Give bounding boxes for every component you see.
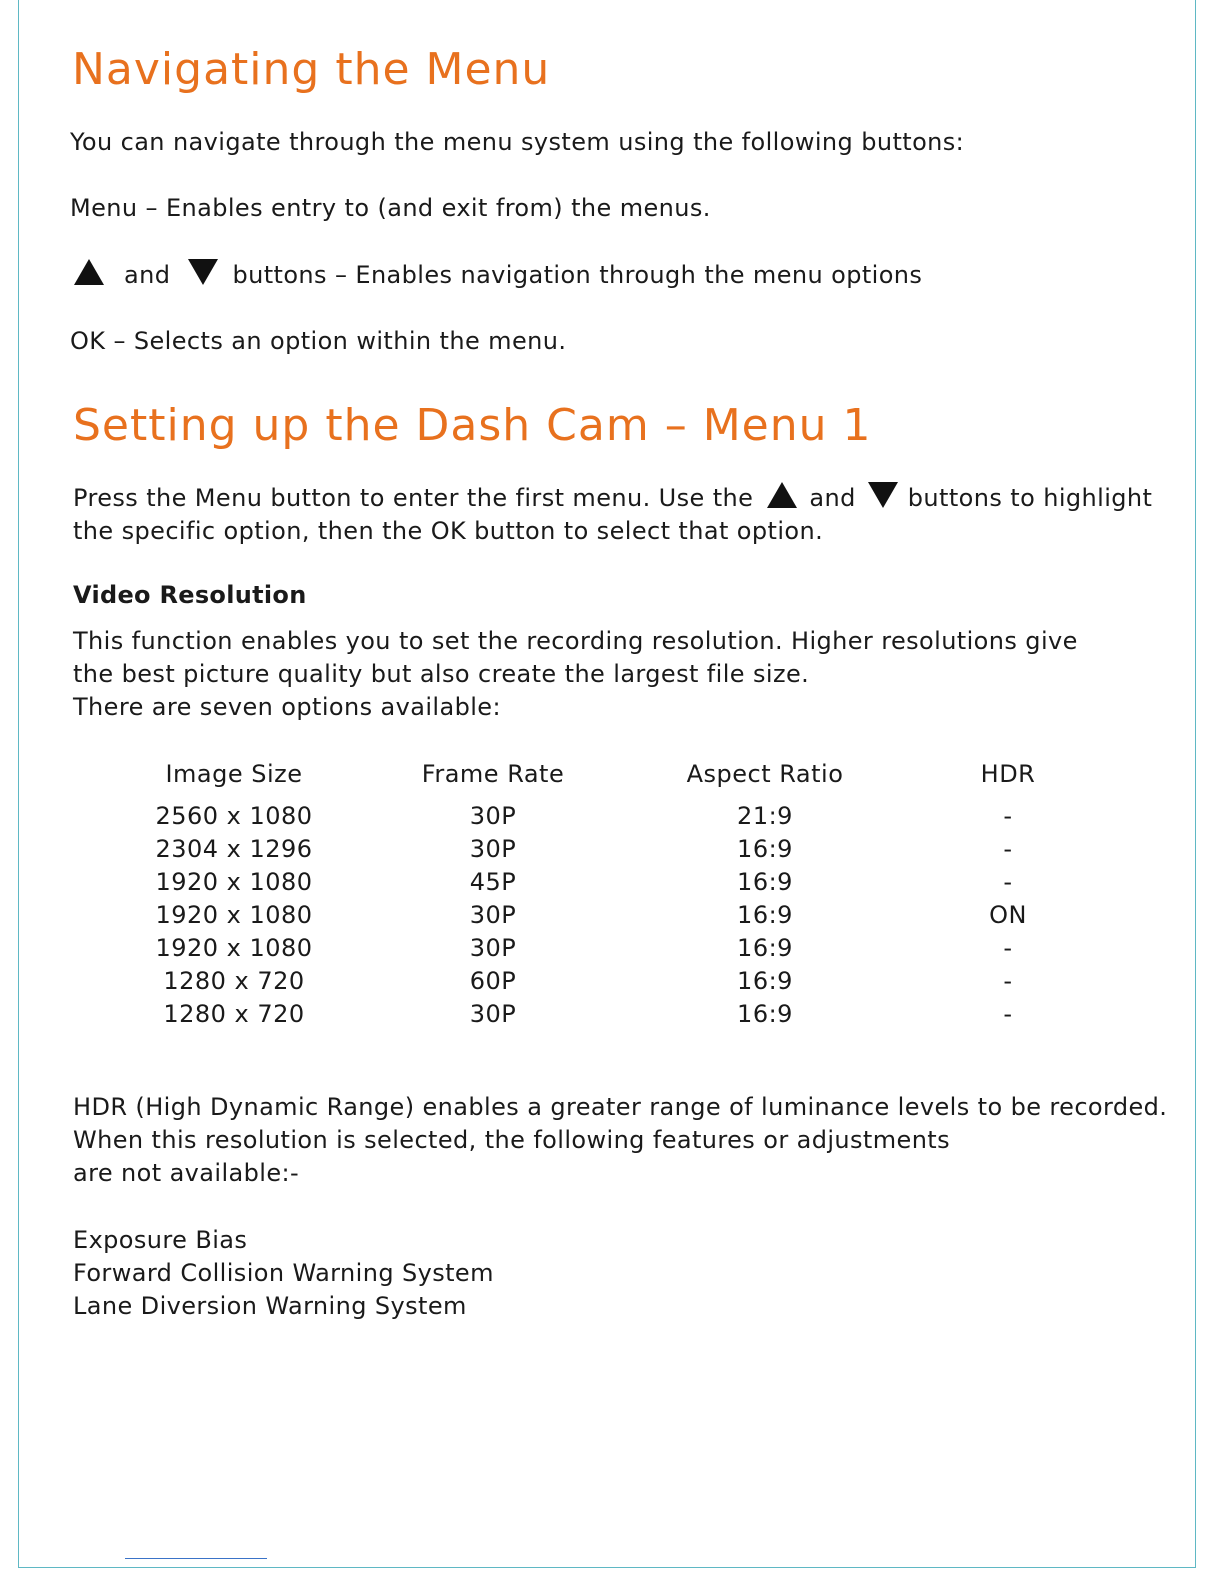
table-header-row — [100, 755, 1104, 799]
nav-buttons-text: buttons – Enables navigation through the menu options — [232, 261, 923, 289]
cell-aspect-ratio: 16:9 — [737, 867, 793, 896]
cell-aspect-ratio: 16:9 — [737, 834, 793, 863]
menu-button-description: Menu – Enables entry to (and exit from) the menus. — [70, 194, 711, 222]
table-row — [100, 832, 1104, 865]
hdr-note-line1: HDR (High Dynamic Range) enables a greater range of luminance levels to be recorded. — [73, 1093, 1168, 1121]
section-title-navigating: Navigating the Menu — [72, 44, 551, 95]
table-row — [100, 898, 1104, 931]
unavailable-feature-item: Lane Diversion Warning System — [73, 1292, 467, 1320]
footer-rule — [125, 1558, 267, 1559]
header-aspect-ratio: Aspect Ratio — [686, 760, 844, 788]
cell-aspect-ratio: 16:9 — [737, 900, 793, 929]
cell-aspect-ratio: 21:9 — [737, 801, 793, 830]
resolution-table — [100, 755, 1104, 1030]
setup-instructions-line1 — [73, 482, 1152, 515]
cell-hdr: - — [1003, 933, 1013, 962]
cell-frame-rate: 30P — [469, 801, 517, 830]
cell-frame-rate: 45P — [469, 867, 517, 896]
nav-and-text: and — [124, 261, 171, 289]
cell-image-size: 1920 x 1080 — [155, 867, 313, 896]
table-row — [100, 931, 1104, 964]
section-title-setup-menu: Setting up the Dash Cam – Menu 1 — [73, 400, 872, 451]
nav-intro-text: You can navigate through the menu system using the following buttons: — [70, 128, 965, 156]
cell-image-size: 1280 x 720 — [163, 966, 305, 995]
header-image-size: Image Size — [165, 760, 303, 788]
header-frame-rate: Frame Rate — [421, 760, 565, 788]
cell-frame-rate: 30P — [469, 834, 517, 863]
table-row — [100, 799, 1104, 832]
cell-image-size: 1280 x 720 — [163, 999, 305, 1028]
cell-frame-rate: 30P — [469, 999, 517, 1028]
nav-buttons-description — [74, 259, 922, 292]
cell-aspect-ratio: 16:9 — [737, 999, 793, 1028]
video-resolution-desc-line1: This function enables you to set the recording resolution. Higher resolutions give — [73, 627, 1078, 655]
cell-image-size: 1920 x 1080 — [155, 933, 313, 962]
header-hdr: HDR — [980, 760, 1036, 788]
setup-and-text: and — [809, 484, 856, 512]
cell-hdr: ON — [989, 900, 1027, 929]
cell-image-size: 2304 x 1296 — [155, 834, 313, 863]
cell-frame-rate: 30P — [469, 933, 517, 962]
hdr-note-line2: When this resolution is selected, the following features or adjustments — [73, 1126, 951, 1154]
cell-hdr: - — [1003, 801, 1013, 830]
up-arrow-icon — [74, 259, 104, 285]
cell-frame-rate: 30P — [469, 900, 517, 929]
cell-hdr: - — [1003, 834, 1013, 863]
video-resolution-desc-line3: There are seven options available: — [73, 693, 501, 721]
cell-hdr: - — [1003, 999, 1013, 1028]
cell-image-size: 2560 x 1080 — [155, 801, 313, 830]
video-resolution-heading: Video Resolution — [73, 581, 307, 609]
setup-instructions-line2: the specific option, then the OK button to select that option. — [73, 517, 824, 545]
table-row — [100, 964, 1104, 997]
table-row — [100, 997, 1104, 1030]
cell-hdr: - — [1003, 966, 1013, 995]
cell-aspect-ratio: 16:9 — [737, 933, 793, 962]
hdr-note-line3: are not available:- — [73, 1159, 300, 1187]
up-arrow-icon — [767, 482, 797, 508]
video-resolution-desc-line2: the best picture quality but also create the largest file size. — [73, 660, 810, 688]
cell-hdr: - — [1003, 867, 1013, 896]
cell-image-size: 1920 x 1080 — [155, 900, 313, 929]
down-arrow-icon — [868, 482, 898, 508]
unavailable-feature-item: Exposure Bias — [73, 1226, 248, 1254]
cell-frame-rate: 60P — [469, 966, 517, 995]
down-arrow-icon — [188, 259, 218, 285]
table-row — [100, 865, 1104, 898]
ok-button-description: OK – Selects an option within the menu. — [70, 327, 567, 355]
cell-aspect-ratio: 16:9 — [737, 966, 793, 995]
setup-text-before: Press the Menu button to enter the first menu. Use the — [73, 484, 754, 512]
setup-text-after: buttons to highlight — [907, 484, 1153, 512]
unavailable-feature-item: Forward Collision Warning System — [73, 1259, 494, 1287]
